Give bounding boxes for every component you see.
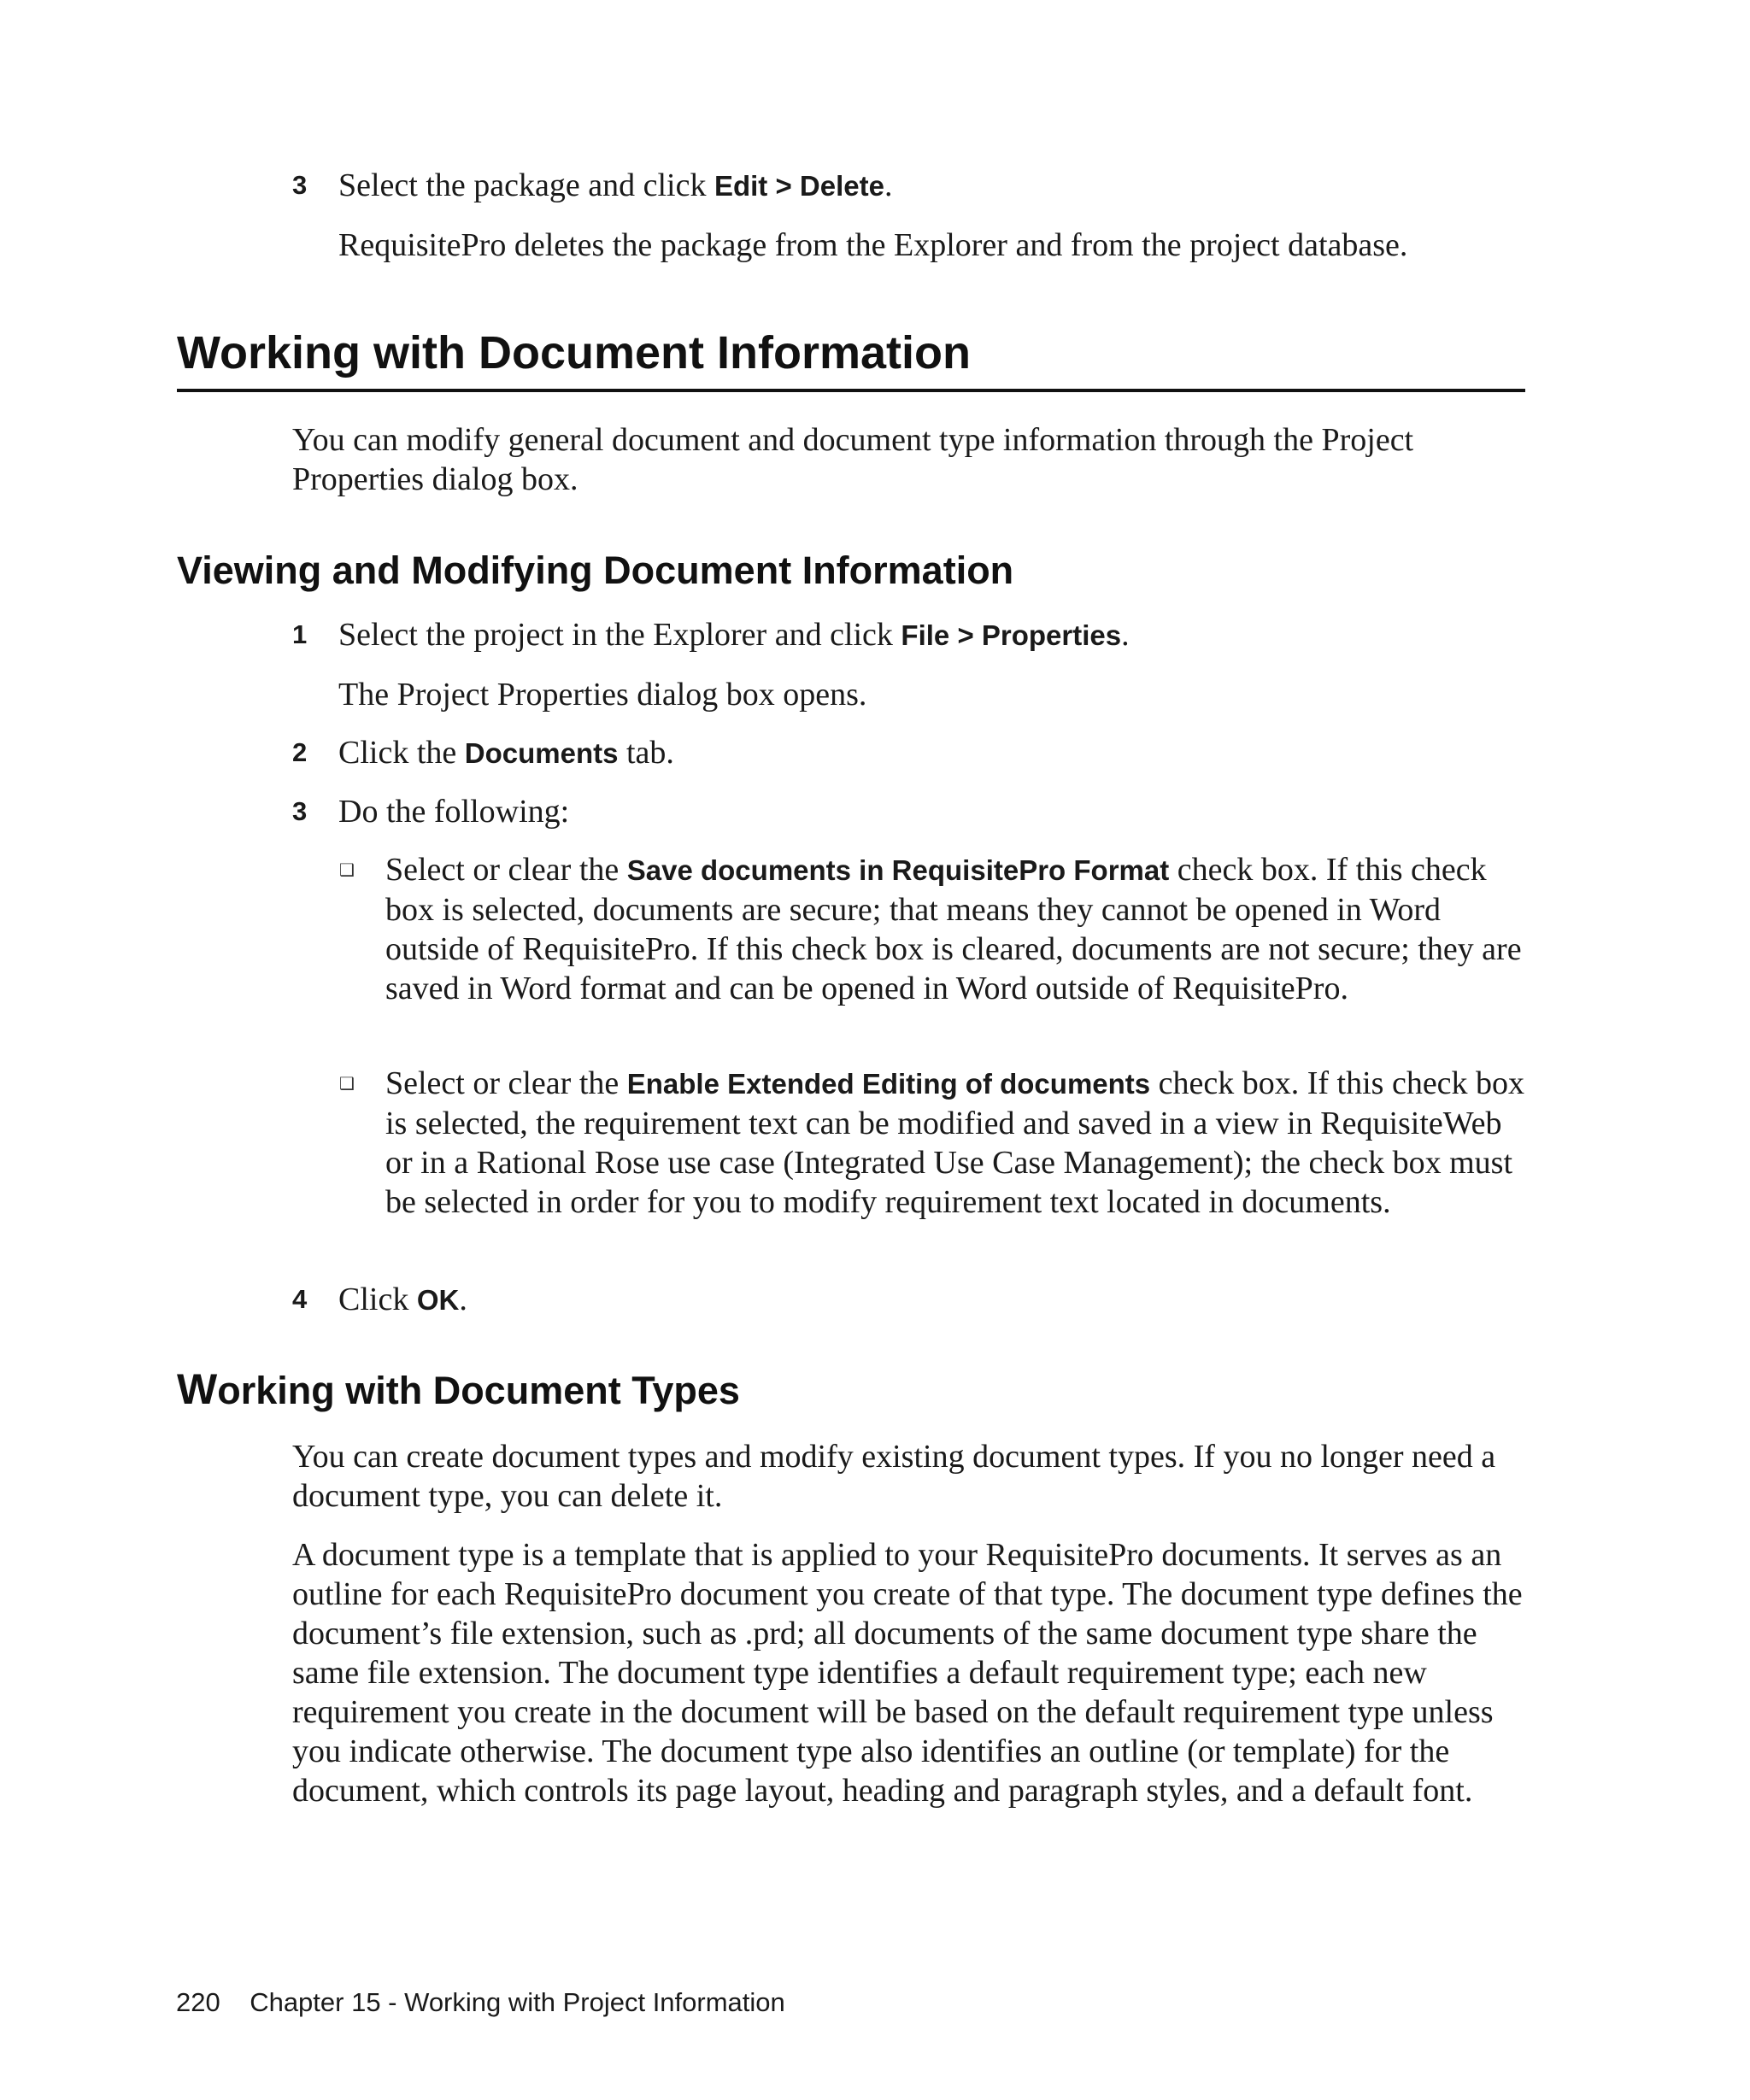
page-footer [176, 1986, 785, 2020]
step-number: 4 [292, 1284, 308, 1314]
step-number: 3 [292, 170, 308, 200]
ui-command: Documents [464, 737, 619, 769]
checkbox-bullet-icon: ❑ [339, 1073, 355, 1094]
step-text: Click OK. [338, 1282, 467, 1317]
ui-command: File > Properties [901, 619, 1122, 651]
ui-option: Enable Extended Editing of documents [626, 1068, 1151, 1100]
ui-command: OK [416, 1284, 460, 1316]
step-text: Select the project in the Explorer and click File > Properties. [338, 617, 1130, 653]
paragraph: You can create document types and modify existing document types. If you no longer need a document type, you can delete it. [292, 1439, 1496, 1514]
ui-command: Edit > Delete [714, 170, 884, 202]
step-text: Select the package and click Edit > Delete. [338, 167, 893, 203]
checkbox-bullet-icon: ❑ [339, 859, 355, 880]
bullet-text: Select or clear the Save documents in RequisitePro Format check box. If this check box is selected, documents are secure; that means they cannot be opened in Word outside of RequisitePro. If this check box is cleared, documents are not secure; they are saved in Word format and can be opened in Word outside of RequisitePro. [385, 852, 1522, 1006]
step-text: Do the following: [338, 794, 570, 830]
step-text: Click the Documents tab. [338, 735, 674, 771]
section-heading: Working with Document Information [177, 327, 971, 378]
step-result: The Project Properties dialog box opens. [338, 677, 867, 713]
subsection-heading: Working with Document Types [177, 1365, 740, 1413]
paragraph: A document type is a template that is applied to your RequisitePro documents. It serves as an outline for each RequisitePro document you create of that type. The document type defines the document’s file extension, such as .prd; all documents of the same document type share the same file extension. The document type identifies a default requirement type; each new requirement you create in the document will be based on the default requirement type unless you indicate otherwise. The document type also identifies an outline (or template) for the document, which controls its page layout, heading and paragraph styles, and a default font. [292, 1537, 1523, 1809]
step-number: 3 [292, 796, 308, 826]
chapter-title: Chapter 15 - Working with Project Information [250, 1987, 785, 2017]
step-number: 2 [292, 737, 308, 767]
section-intro: You can modify general document and document type information through the Project Properties dialog box. [292, 422, 1414, 497]
step-number: 1 [292, 619, 308, 649]
step-result: RequisitePro deletes the package from the Explorer and from the project database. [338, 227, 1408, 263]
bullet-text: Select or clear the Enable Extended Editing of documents check box. If this check box is selected, the requirement text can be modified and saved in a view in RequisiteWeb or in a Rational Rose use case (Integrated Use Case Management); the check box must be selected in order for you to modify requirement text located in documents. [385, 1065, 1525, 1220]
page-number: 220 [176, 1987, 220, 2017]
subsection-heading: Viewing and Modifying Document Information [177, 548, 1014, 592]
heading-rule [177, 389, 1525, 392]
ui-option: Save documents in RequisitePro Format [626, 854, 1170, 886]
